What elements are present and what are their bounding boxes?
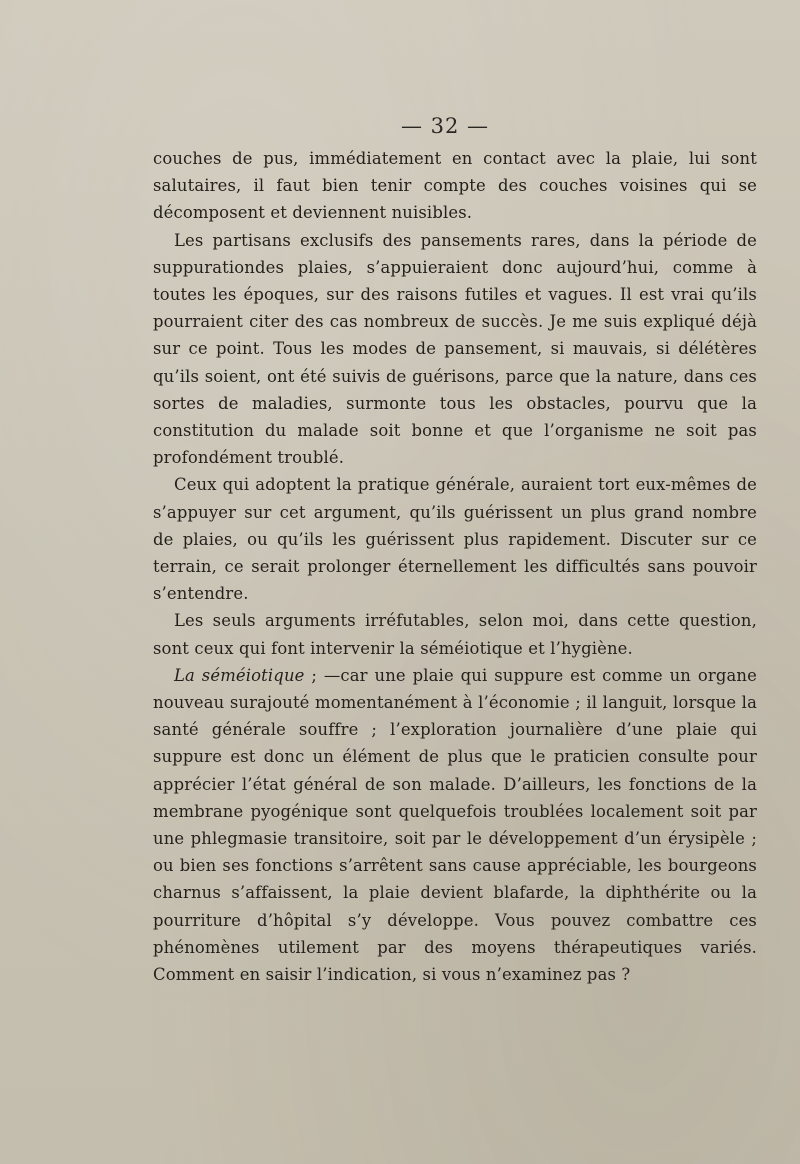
paragraph-partisans: Les partisans exclusifs des pansements rares, dans la période de suppurationdes plaies, s’appuieraient donc aujourd’hui, comme à toutes les époques, sur des raisons futiles et vagues. Il est vrai qu’ils pourraient citer des cas nombreux de succès. Je me suis expliqué déjà sur ce point. Tous les modes de pansement, si mauvais, si délétères qu’ils soient, ont été suivis de guérisons, parce que la nature, dans ces sortes de maladies, surmonte tous les obstacles, pourvu que la constitution du malade soit bonne et que l’organisme ne soit pas profondément troublé. (153, 230, 757, 468)
semeiotique-text: ; —car une plaie qui suppure est comme un organe nouveau surajouté momentanément à l’économie ; il languit, lorsque la santé générale souffre ; l’exploration journalière d’une plaie qui suppure est donc un élément de plus que le praticien consulte pour apprécier l’état général de son malade. D’ailleurs, les fonctions de la membrane pyogénique sont quelquefois troublées localement soit par une phlegmasie transitoire, soit par le développement d’un érysipèle ; ou bien ses fonctions s’arrêtent sans cause appréciable, les bourgeons charnus s’affaissent, la plaie devient blafarde, la diphthérite ou la pourriture d’hôpital s’y développe. Vous pouvez combattre ces phénomènes utilement par des moyens thérapeutiques variés. Comment en saisir l’indication, si vous n’examinez pas ? (153, 665, 757, 985)
paragraph-continuation: couches de pus, immédiatement en contact avec la plaie, lui sont salutaires, il faut bien tenir compte des couches voisines qui se décomposent et deviennent nuisibles. (153, 149, 757, 223)
page-number: — 32 — (400, 114, 490, 138)
body-text (153, 145, 757, 988)
paragraph-arguments: Les seuls arguments irréfutables, selon moi, dans cette question, sont ceux qui font intervenir la séméiotique et l’hygiène. (153, 611, 757, 658)
paragraph-semeiotique (153, 662, 757, 988)
semeiotique-heading: La séméiotique (174, 665, 305, 685)
paragraph-pratique-generale: Ceux qui adoptent la pratique générale, auraient tort eux-mêmes de s’appuyer sur cet argument, qu’ils guérissent un plus grand nombre de plaies, ou qu’ils les guérissent plus rapidement. Discuter sur ce terrain, ce serait prolonger éternellement les difficultés sans pouvoir s’entendre. (153, 475, 757, 604)
